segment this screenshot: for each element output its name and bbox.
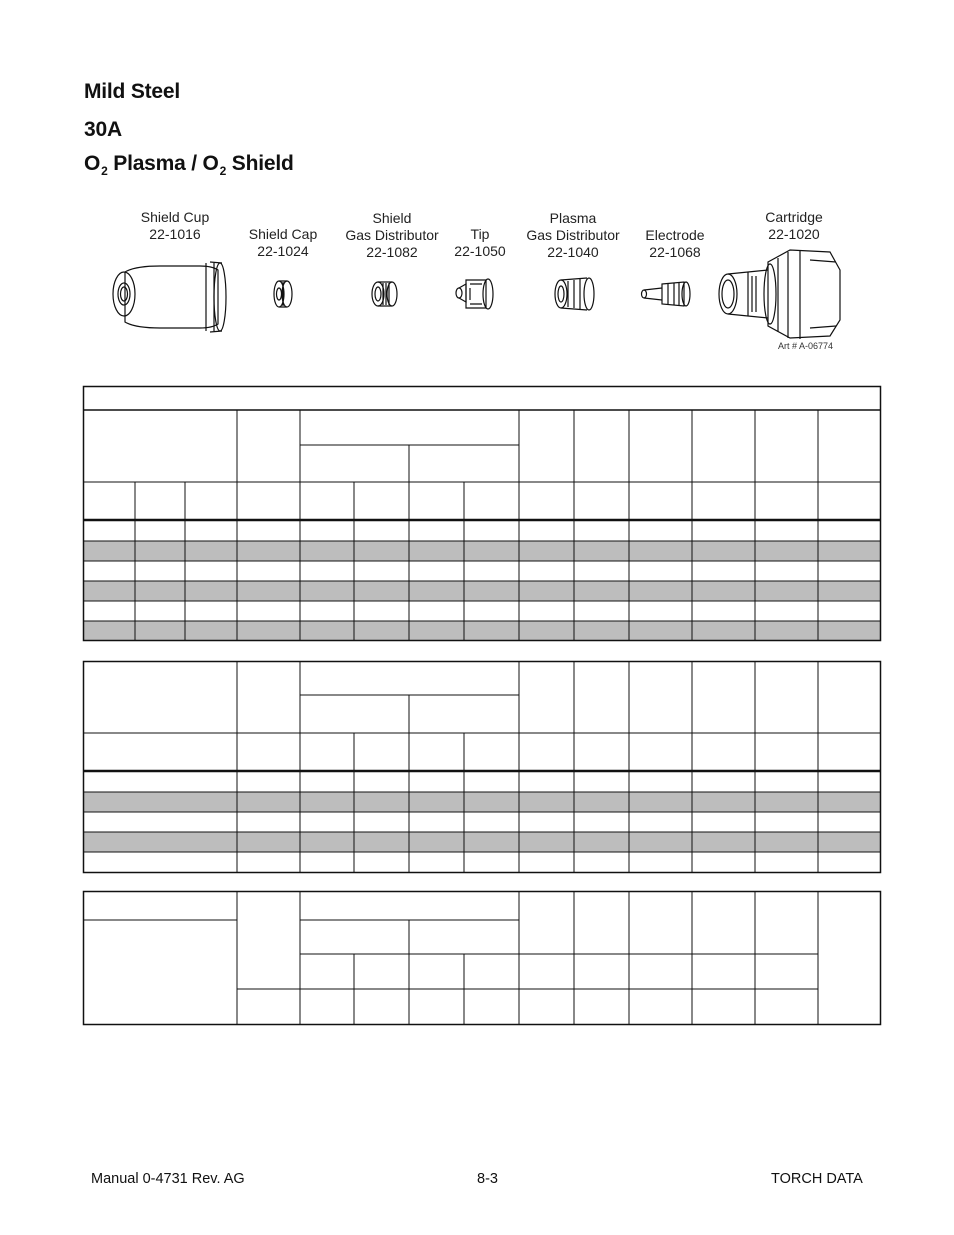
gas-subscript-1: 2 — [101, 164, 108, 178]
footer-manual-number: Manual 0-4731 Rev. AG — [91, 1171, 245, 1187]
page-title-amperage: 30A — [84, 118, 122, 141]
part-name: Shield — [372, 210, 412, 226]
part-name: Plasma — [549, 210, 597, 226]
part-name-2: Gas Distributor — [526, 227, 620, 243]
part-name: Electrode — [645, 227, 705, 243]
gas-subscript-2: 2 — [219, 164, 227, 178]
footer-page-number: 8-3 — [477, 1171, 498, 1187]
part-number: 22-1024 — [257, 243, 309, 259]
part-name: Shield Cap — [248, 226, 318, 242]
footer-section-title: TORCH DATA — [771, 1171, 863, 1187]
gas-label-a: O — [84, 152, 101, 175]
cut-chart-table-3 — [84, 892, 881, 1025]
part-number: 22-1020 — [768, 226, 820, 242]
part-number: 22-1050 — [454, 243, 506, 259]
part-name-2: Gas Distributor — [345, 227, 439, 243]
page-title-material: Mild Steel — [84, 80, 181, 103]
cut-chart-table-2 — [84, 662, 882, 873]
part-name: Tip — [470, 226, 490, 242]
part-name: Cartridge — [765, 209, 823, 225]
part-number: 22-1068 — [649, 244, 701, 260]
cut-chart-table-1 — [84, 387, 882, 641]
part-name: Shield Cup — [140, 209, 210, 225]
part-number: 22-1082 — [366, 244, 418, 260]
part-number: 22-1040 — [547, 244, 599, 260]
part-number: 22-1016 — [149, 226, 201, 242]
gas-label-c: Shield — [226, 152, 294, 175]
gas-label-b: Plasma / O — [107, 152, 219, 175]
art-reference-number: Art # A-06774 — [778, 341, 834, 351]
